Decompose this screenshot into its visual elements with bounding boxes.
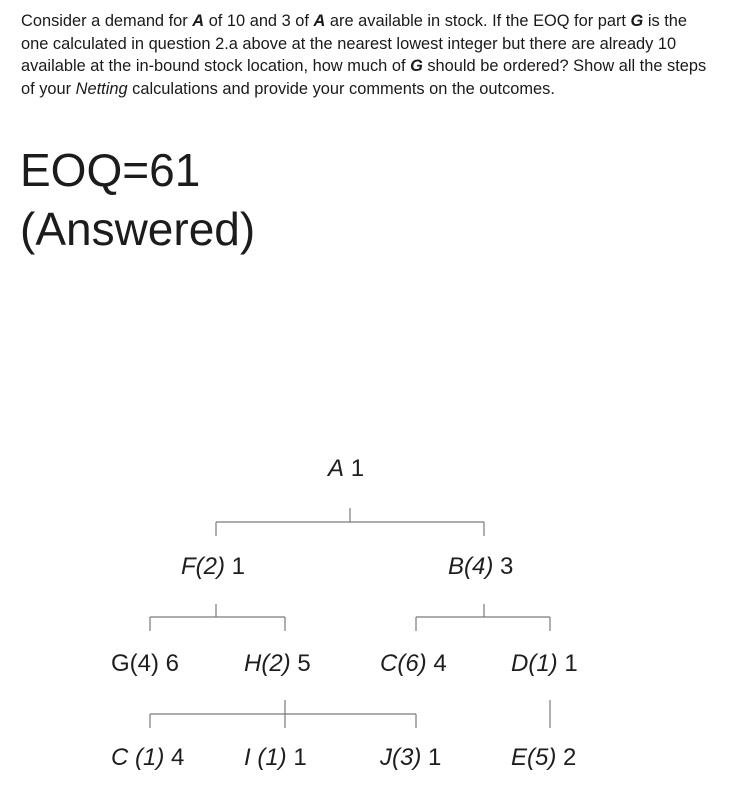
node-level3-2 [380,744,441,772]
node-qty: 1 [350,455,365,482]
node-code: E(5) [511,744,557,771]
node-qty: 6 [165,650,180,677]
node-qty: 1 [564,650,578,677]
node-code: B(4) [448,553,494,580]
node-level3-3 [511,744,576,772]
question-segment: should be ordered? Show all the steps of your [21,57,707,98]
question-segment: is the one calculated in question 2.a above at the nearest lowest integer but there are already 10 available at the in-bound stock location, how much of [21,12,688,76]
node-code: C (1) [111,744,165,771]
question-segment: Netting [75,79,128,98]
node-code: D(1) [511,650,558,677]
node-code: J(3) [380,744,422,771]
node-root [328,455,364,483]
node-code: A [328,455,345,482]
node-level3-1 [244,744,307,772]
node-code: F(2) [181,553,225,580]
node-level2-0 [111,650,179,678]
node-level2-1 [244,650,311,678]
node-qty: 1 [231,553,246,580]
answer-status: (Answered) [20,203,256,255]
node-level2-2 [380,650,447,678]
node-qty: 1 [428,744,442,771]
answer-eoq: EOQ=61 [20,144,201,196]
question-segment: A [192,12,205,30]
node-code: I (1) [244,744,287,771]
node-qty: 3 [500,553,514,580]
node-level1-0 [181,553,245,581]
question-segment: of 10 and 3 of [204,12,314,30]
question-segment: calculations and provide your comments on the outcomes. [127,79,555,98]
node-code: G(4) [111,650,159,677]
node-level3-0 [111,744,184,772]
node-code: H(2) [244,650,291,677]
node-qty: 4 [171,744,185,771]
node-qty: 1 [293,744,307,771]
question-segment: Consider a demand for [21,12,193,30]
question-segment: G [410,57,423,76]
node-level2-3 [511,650,578,678]
question-segment: A [313,12,326,30]
node-qty: 4 [433,650,447,677]
node-qty: 5 [297,650,311,677]
node-level1-1 [448,553,513,581]
node-qty: 2 [563,744,577,771]
question-segment: are available in stock. If the EOQ for part [325,12,631,30]
question-segment: G [630,12,644,30]
node-code: C(6) [380,650,427,677]
